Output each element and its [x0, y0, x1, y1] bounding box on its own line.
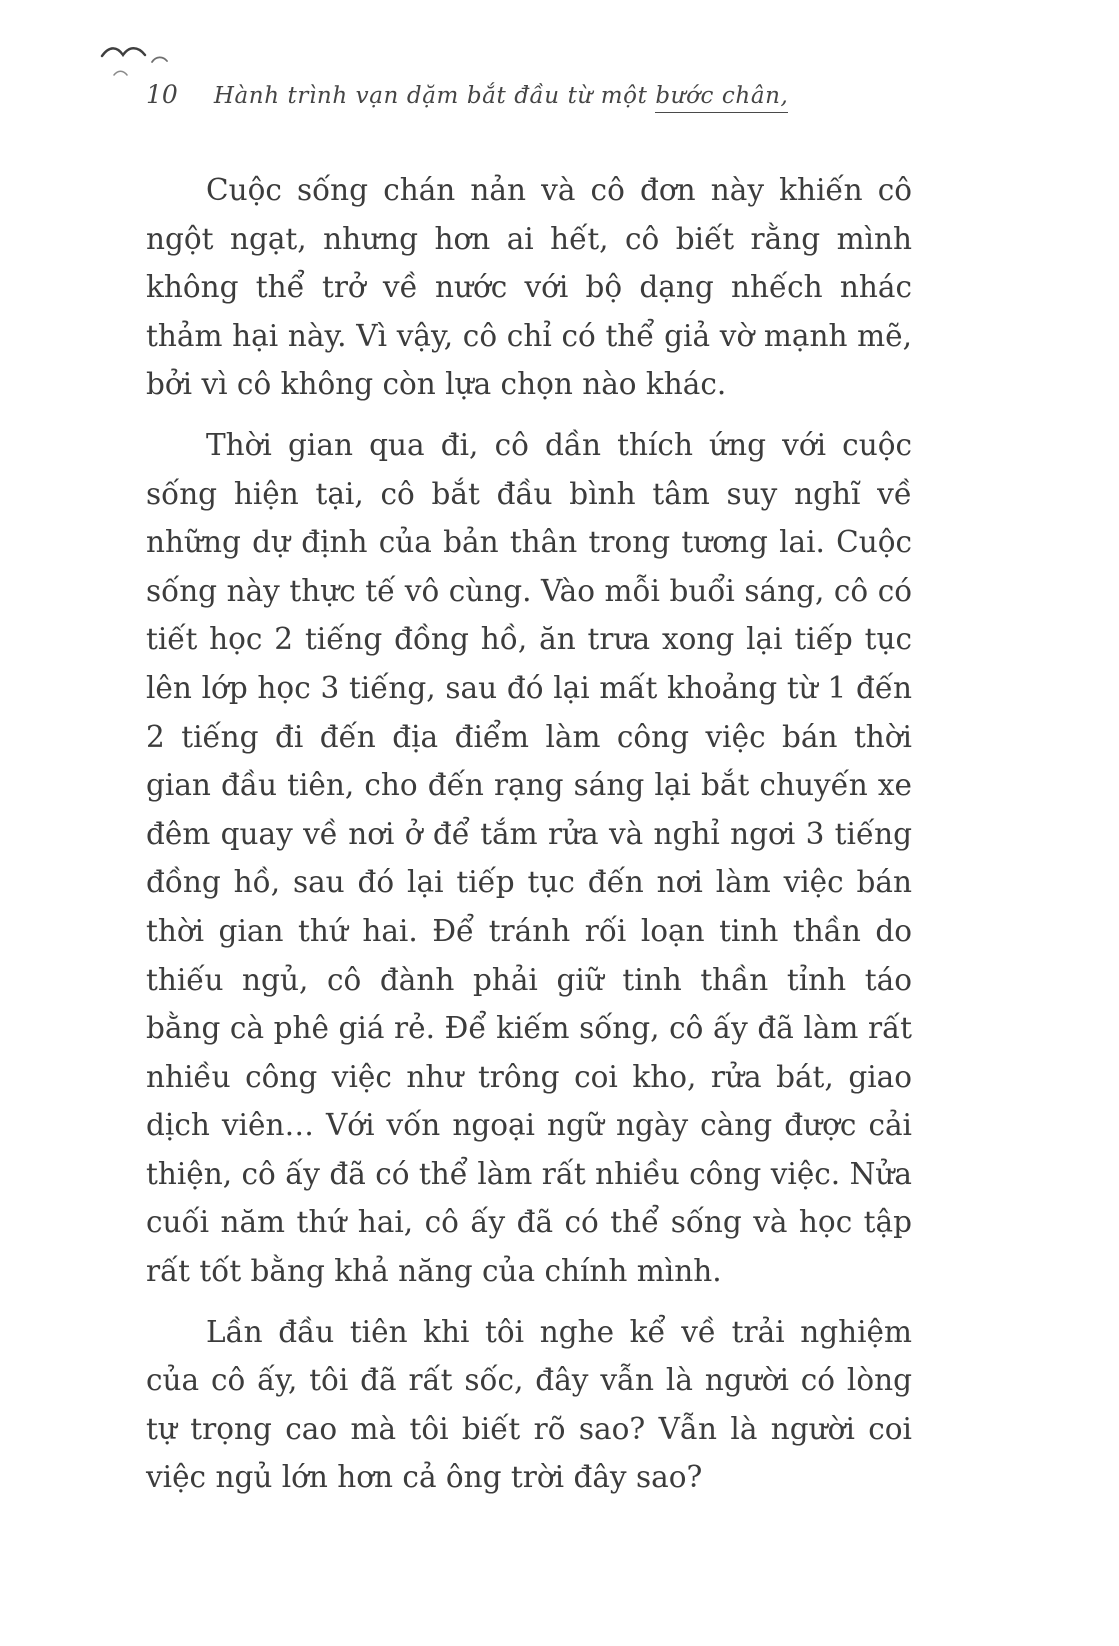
page-header [146, 80, 929, 109]
page-number: 10 [146, 80, 178, 109]
body-text [146, 166, 912, 1514]
paragraph-1: Cuộc sống chán nản và cô đơn này khiến cô ngột ngạt, nhưng hơn ai hết, cô biết rằng mình không thể trở về nước với bộ dạng nhếch nhác thảm hại này. Vì vậy, cô chỉ có thể giả vờ mạnh mẽ, bởi vì cô không còn lựa chọn nào khác. [146, 173, 912, 402]
paragraph-3: Lần đầu tiên khi tôi nghe kể về trải nghiệm của cô ấy, tôi đã rất sốc, đây vẫn là người có lòng tự trọng cao mà tôi biết rõ sao? Vẫn là người coi việc ngủ lớn hơn cả ông trời đây sao? [146, 1314, 912, 1495]
running-title [214, 83, 789, 109]
paragraph-2: Thời gian qua đi, cô dần thích ứng với cuộc sống hiện tại, cô bắt đầu bình tâm suy nghĩ về những dự định của bản thân trong tương lai. Cuộc sống này thực tế vô cùng. Vào mỗi buổi sáng, cô có tiết học 2 tiếng đồng hồ, ăn trưa xong lại tiếp tục lên lớp học 3 tiếng, sau đó lại mất khoảng từ 1 đến 2 tiếng đi đến địa điểm làm công việc bán thời gian đầu tiên, cho đến rạng sáng lại bắt chuyến xe đêm quay về nơi ở để tắm rửa và nghỉ ngơi 3 tiếng đồng hồ, sau đó lại tiếp tục đến nơi làm việc bán thời gian thứ hai. Để tránh rối loạn tinh thần do thiếu ngủ, cô đành phải giữ tinh thần tỉnh táo bằng cà phê giá rẻ. Để kiếm sống, cô ấy đã làm rất nhiều công việc như trông coi kho, rửa bát, giao dịch viên… Với vốn ngoại ngữ ngày càng được cải thiện, cô ấy đã có thể làm rất nhiều công việc. Nửa cuối năm thứ hai, cô ấy đã có thể sống và học tập rất tốt bằng khả năng của chính mình. [146, 427, 912, 1289]
running-title-main: Hành trình vạn dặm bắt đầu từ một [213, 83, 656, 109]
running-title-underlined: bước chân, [655, 83, 788, 113]
